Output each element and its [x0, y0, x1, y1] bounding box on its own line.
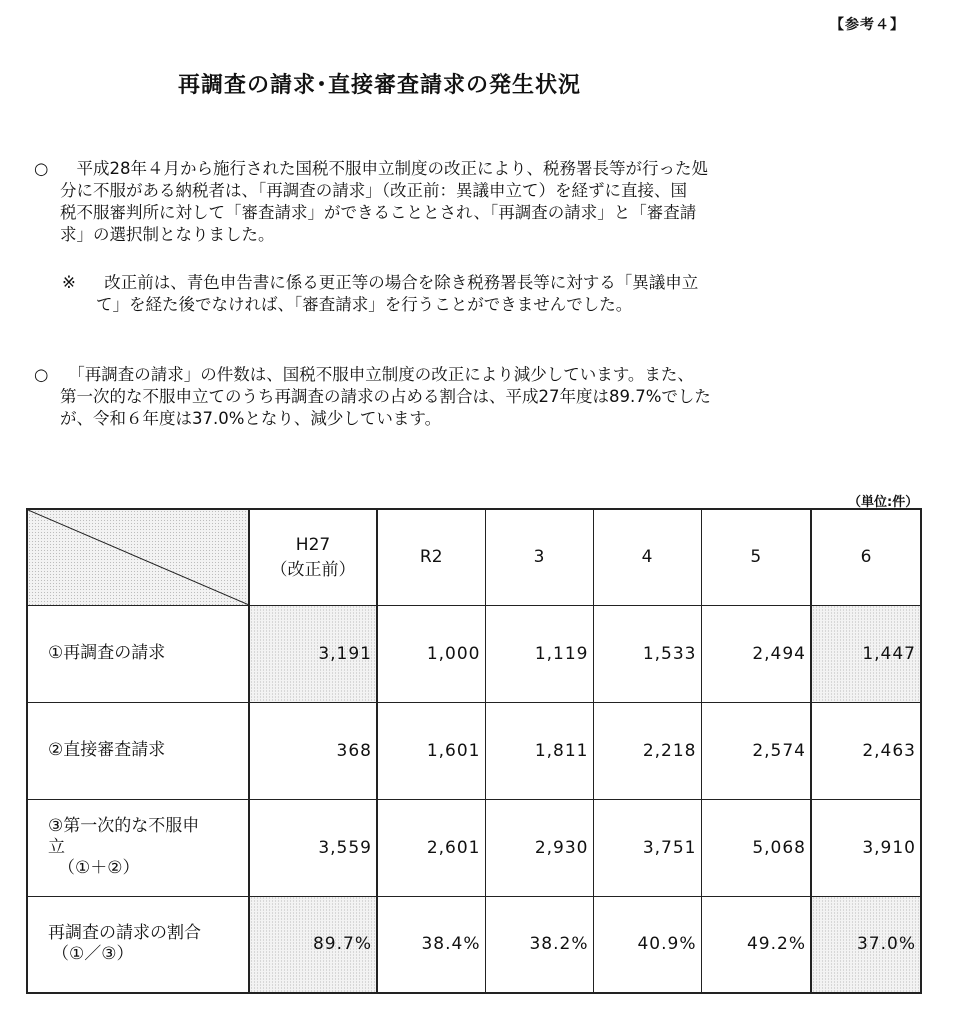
row-label	[27, 799, 249, 896]
table-cell: 2,494	[701, 605, 811, 702]
table-cell: 1,533	[593, 605, 701, 702]
row-label-text: ②直接審査請求	[48, 740, 166, 760]
header-h27-note: （改正前）	[270, 559, 356, 580]
row-label-text: 立	[48, 837, 65, 857]
paragraph-reform	[28, 158, 908, 246]
table-cell: 5,068	[701, 799, 811, 896]
table-row	[27, 799, 921, 896]
table-cell: 3,910	[811, 799, 921, 896]
row-label	[27, 605, 249, 702]
paragraph-line: 求」の選択制となりました。	[60, 225, 275, 244]
paragraph-line: 第一次的な不服申立てのうち再調査の請求の占める割合は、平成27年度は89.7%でした	[60, 387, 711, 406]
table-cell: 89.7%	[249, 896, 377, 993]
table-cell: 38.2%	[485, 896, 593, 993]
row-label-formula: （①／③）	[52, 944, 134, 965]
header-6: 6	[811, 509, 921, 605]
reference-mark-icon: ※	[62, 273, 76, 292]
table-cell: 2,930	[485, 799, 593, 896]
table-row	[27, 896, 921, 993]
table-cell: 2,574	[701, 702, 811, 799]
note-line: て」を経た後でなければ、「審査請求」を行うことができませんでした。	[96, 295, 633, 314]
table-corner-cell	[27, 509, 249, 605]
table-row	[27, 702, 921, 799]
row-label-text: 再調査の請求の割合	[48, 923, 201, 944]
row-label	[27, 702, 249, 799]
table-cell: 1,447	[811, 605, 921, 702]
table-header-row	[27, 509, 921, 605]
paragraph-line: 分に不服がある納税者は、「再調査の請求」（改正前：異議申立て）を経ずに直接、国	[60, 181, 687, 200]
paragraph-line: 税不服審判所に対して「審査請求」ができることとされ、「再調査の請求」と「審査請	[60, 203, 697, 222]
header-4: 4	[593, 509, 701, 605]
table-cell: 1,119	[485, 605, 593, 702]
table-cell: 40.9%	[593, 896, 701, 993]
paragraph-line: 平成28年４月から施行された国税不服申立制度の改正により、税務署長等が行った処	[76, 159, 708, 178]
table-cell: 38.4%	[377, 896, 485, 993]
paragraph-line: が、令和６年度は37.0%となり、減少しています。	[60, 409, 442, 428]
table-cell: 49.2%	[701, 896, 811, 993]
table-cell: 1,000	[377, 605, 485, 702]
table-cell: 2,601	[377, 799, 485, 896]
table-cell: 37.0%	[811, 896, 921, 993]
paragraph-line: 「再調査の請求」の件数は、国税不服申立制度の改正により減少しています。また、	[68, 365, 694, 384]
header-3: 3	[485, 509, 593, 605]
paragraph-decrease	[28, 364, 908, 430]
table-cell: 3,191	[249, 605, 377, 702]
table-cell: 1,601	[377, 702, 485, 799]
table-cell: 3,559	[249, 799, 377, 896]
header-h27	[249, 509, 377, 605]
reference-tag: 【参考４】	[830, 17, 905, 33]
note-before-reform	[62, 272, 882, 316]
unit-label: （単位:件）	[848, 495, 919, 510]
header-5: 5	[701, 509, 811, 605]
circle-bullet-icon: ○	[34, 365, 49, 384]
table-row	[27, 605, 921, 702]
note-line: 改正前は、青色申告書に係る更正等の場合を除き税務署長等に対する「異議申立	[104, 273, 699, 292]
table-cell: 1,811	[485, 702, 593, 799]
row-label-formula: （①＋②）	[58, 858, 140, 878]
table-cell: 2,463	[811, 702, 921, 799]
table-cell: 368	[249, 702, 377, 799]
header-h27-year: H27	[295, 534, 331, 555]
table-cell: 2,218	[593, 702, 701, 799]
circle-bullet-icon: ○	[34, 159, 49, 178]
row-label-text: ①再調査の請求	[48, 643, 166, 663]
header-r2: R2	[377, 509, 485, 605]
diagonal-line-icon	[28, 510, 248, 605]
table-cell: 3,751	[593, 799, 701, 896]
page-title: 再調査の請求･直接審査請求の発生状況	[178, 73, 582, 98]
row-label-text: ③第一次的な不服申	[48, 816, 200, 836]
statistics-table	[26, 508, 922, 994]
row-label	[27, 896, 249, 993]
